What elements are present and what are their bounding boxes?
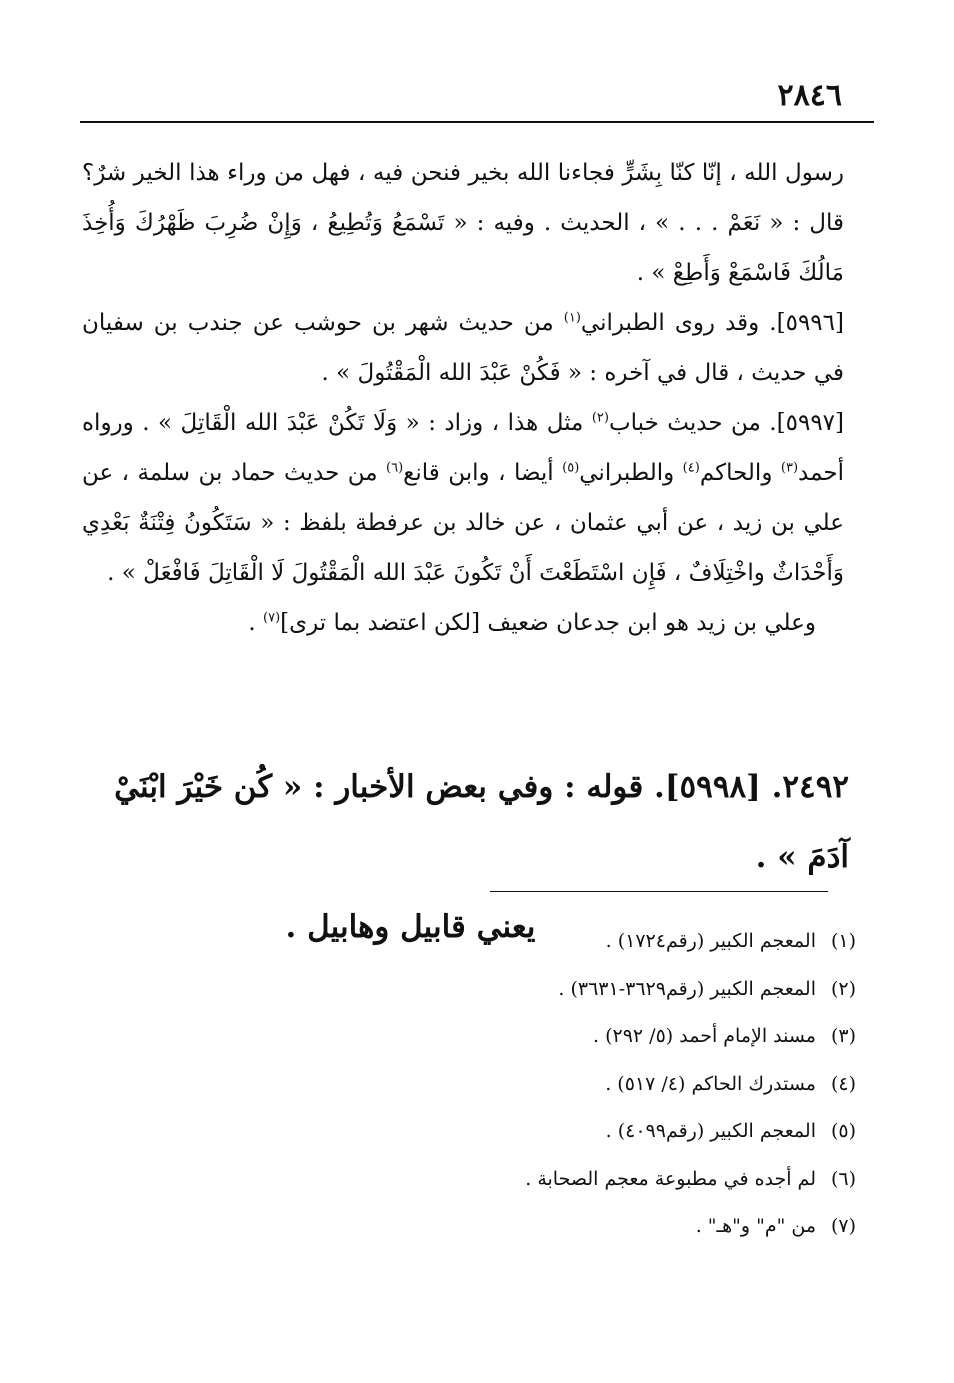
footnote-item (356, 1203, 856, 1251)
footnote-item (356, 918, 856, 966)
footnote-text: المعجم الكبير (رقم١٧٢٤) . (605, 930, 816, 952)
footnote-number: (٥) (830, 1120, 856, 1142)
paragraph-3-text-f: من حديث حماد بن سلمة ، عن علي بن زيد ، عن أبي عثمان ، عن خالد بن عرفطة بلفظ : « سَتَكُونُ فِتْنَةٌ بَعْدِي وَأَحْدَاثٌ واخْتِلَافٌ ، فَإِن اسْتَطَعْتَ أَنْ تَكُونَ عَبْدَ الله الْمَقْتُولَ لَا الْقَاتِلَ فَافْعَلْ » . (82, 460, 844, 586)
paragraph-3-text-d: والطبراني (579, 460, 683, 486)
footnote-item (356, 1061, 856, 1109)
paragraph-3-text-a: [٥٩٩٧]. من حديث خباب (608, 410, 845, 436)
footnote-text: المعجم الكبير (رقم٤٠٩٩) . (605, 1120, 816, 1142)
paragraph-4-text-b: . (248, 610, 263, 636)
paragraph-3 (82, 398, 844, 598)
footnote-ref-7[interactable]: (٧) (263, 610, 281, 626)
footnote-text: لم أجده في مطبوعة معجم الصحابة . (525, 1167, 816, 1190)
footnote-text: مسند الإمام أحمد (٥/ ٢٩٢) . (593, 1025, 816, 1047)
paragraph-1 (82, 148, 844, 298)
footnote-ref-6[interactable]: (٦) (386, 460, 404, 476)
footnote-text: مستدرك الحاكم (٤/ ٥١٧) . (605, 1072, 816, 1095)
paragraph-3-text-e: أيضا ، وابن قانع (403, 460, 563, 486)
paragraph-2 (82, 298, 844, 398)
footnotes (356, 918, 856, 1251)
footnote-number: (٦) (830, 1167, 856, 1190)
footnote-item (356, 1108, 856, 1156)
footnote-ref-3[interactable]: (٣) (780, 460, 799, 476)
entry-line-1: ٢٤٩٢. [٥٩٩٨]. قوله : وفي بعض الأخبار : « كُن خَيْرَ ابْنَيْ آدَمَ » . (114, 769, 849, 875)
footnote-ref-5[interactable]: (٥) (562, 460, 580, 476)
paragraph-4-text-a: وعلي بن زيد هو ابن جدعان ضعيف [لكن اعتضد بما ترى] (280, 610, 816, 636)
footnote-separator (490, 891, 828, 892)
paragraph-3-text-b: مثل هذا ، وزاد : « وَلَا تَكُنْ عَبْدَ الله الْقَاتِلَ » . ورواه أحمد (82, 410, 844, 486)
header-rule (80, 121, 874, 123)
paragraph-2-text-a: [٥٩٩٦]. وقد روى الطبراني (580, 310, 844, 336)
paragraph-1-text: رسول الله ، إنّا كنّا بِشَرٍّ فجاءنا الله بخير فنحن فيه ، فهل من وراء هذا الخير شرٌ؟ قال : « نَعَمْ . . . » ، الحديث . وفيه : « تَسْمَعُ وَتُطِيعُ ، وَإِنْ ضُرِبَ ظَهْرُكَ وَأُخِذَ مَالُكَ فَاسْمَعْ وَأَطِعْ » . (82, 160, 844, 286)
footnote-item (356, 966, 856, 1014)
footnote-ref-2[interactable]: (٢) (591, 410, 609, 426)
page-number: ٢٨٤٦ (777, 78, 842, 113)
entry-line-2: يعني قابيل وهابيل . (285, 909, 536, 945)
footnote-number: (٣) (830, 1025, 856, 1047)
footnote-item (356, 1156, 856, 1204)
footnote-number: (٤) (830, 1072, 856, 1095)
main-text (82, 148, 844, 648)
footnote-ref-1[interactable]: (١) (563, 310, 581, 326)
footnote-ref-4[interactable]: (٤) (682, 460, 700, 476)
paragraph-2-text-b: من حديث شهر بن حوشب عن جندب بن سفيان في حديث ، قال في آخره : « فَكُنْ عَبْدَ الله الْمَقْتُولَ » . (82, 310, 844, 386)
footnote-number: (١) (830, 930, 856, 952)
footnote-item (356, 1013, 856, 1061)
footnote-number: (٢) (830, 977, 856, 1000)
footnote-number: (٧) (830, 1215, 856, 1237)
paragraph-3-text-c: والحاكم (699, 460, 781, 486)
footnote-text: من "م" و"هـ" . (695, 1215, 816, 1237)
paragraph-4 (82, 598, 844, 648)
footnote-text: المعجم الكبير (رقم٣٦٢٩-٣٦٣١) . (558, 977, 816, 1000)
